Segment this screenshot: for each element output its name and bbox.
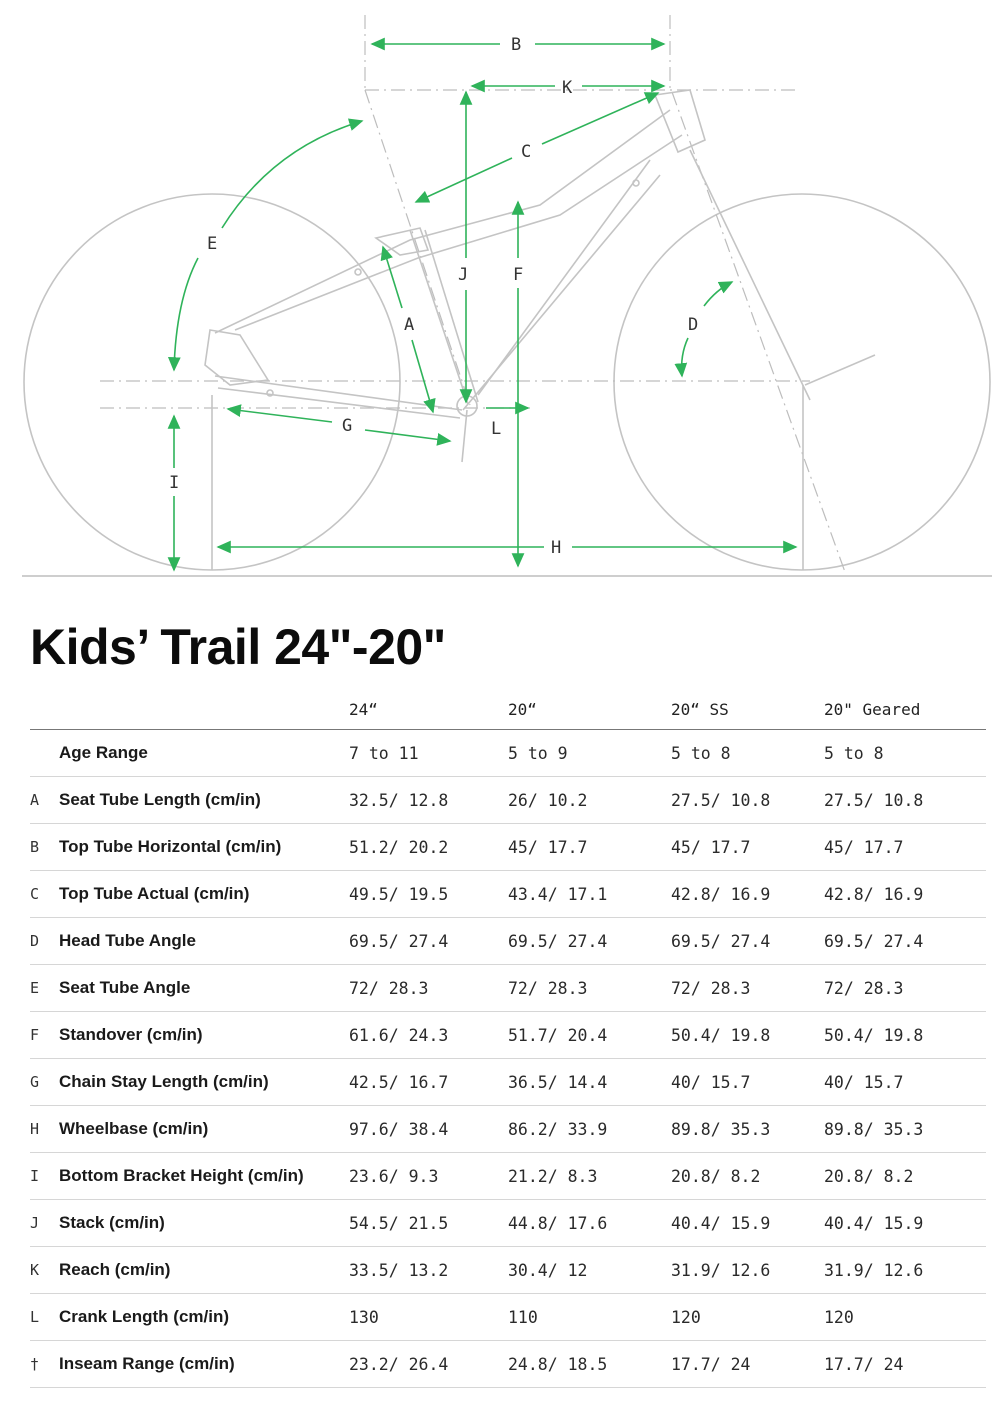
value-20: 5 to 9 bbox=[508, 730, 671, 777]
row-label: Seat Tube Length (cm/in) bbox=[59, 777, 349, 824]
value-20-ss: 45/ 17.7 bbox=[671, 824, 824, 871]
value-20-geared: 69.5/ 27.4 bbox=[824, 918, 986, 965]
value-20-ss: 20.8/ 8.2 bbox=[671, 1153, 824, 1200]
row-label: Wheelbase (cm/in) bbox=[59, 1106, 349, 1153]
value-24: 33.5/ 13.2 bbox=[349, 1247, 508, 1294]
header-size-24: 24“ bbox=[349, 690, 508, 730]
value-20-geared: 50.4/ 19.8 bbox=[824, 1012, 986, 1059]
dim-label-d: D bbox=[688, 315, 699, 335]
row-letter: † bbox=[30, 1341, 59, 1388]
header-size-20-ss: 20“ SS bbox=[671, 690, 824, 730]
value-24: 97.6/ 38.4 bbox=[349, 1106, 508, 1153]
row-letter: C bbox=[30, 871, 59, 918]
value-20: 43.4/ 17.1 bbox=[508, 871, 671, 918]
value-20: 36.5/ 14.4 bbox=[508, 1059, 671, 1106]
value-20-geared: 17.7/ 24 bbox=[824, 1341, 986, 1388]
value-20-geared: 72/ 28.3 bbox=[824, 965, 986, 1012]
row-label: Top Tube Horizontal (cm/in) bbox=[59, 824, 349, 871]
value-24: 42.5/ 16.7 bbox=[349, 1059, 508, 1106]
row-letter: B bbox=[30, 824, 59, 871]
dim-label-b: B bbox=[511, 35, 522, 55]
value-24: 23.6/ 9.3 bbox=[349, 1153, 508, 1200]
value-20-geared: 5 to 8 bbox=[824, 730, 986, 777]
value-20-ss: 69.5/ 27.4 bbox=[671, 918, 824, 965]
table-row bbox=[30, 1059, 986, 1106]
bike-geometry-diagram bbox=[0, 0, 1000, 590]
value-20: 45/ 17.7 bbox=[508, 824, 671, 871]
row-letter: J bbox=[30, 1200, 59, 1247]
value-20-ss: 40.4/ 15.9 bbox=[671, 1200, 824, 1247]
row-label: Crank Length (cm/in) bbox=[59, 1294, 349, 1341]
table-row bbox=[30, 1200, 986, 1247]
value-20: 30.4/ 12 bbox=[508, 1247, 671, 1294]
value-20-geared: 27.5/ 10.8 bbox=[824, 777, 986, 824]
geometry-table bbox=[30, 690, 986, 1388]
value-24: 69.5/ 27.4 bbox=[349, 918, 508, 965]
table-row bbox=[30, 824, 986, 871]
value-20-geared: 40.4/ 15.9 bbox=[824, 1200, 986, 1247]
value-24: 49.5/ 19.5 bbox=[349, 871, 508, 918]
dim-label-f: F bbox=[513, 265, 524, 285]
row-label: Top Tube Actual (cm/in) bbox=[59, 871, 349, 918]
value-20: 86.2/ 33.9 bbox=[508, 1106, 671, 1153]
dim-label-c: C bbox=[521, 142, 532, 162]
row-label: Chain Stay Length (cm/in) bbox=[59, 1059, 349, 1106]
value-20-geared: 31.9/ 12.6 bbox=[824, 1247, 986, 1294]
dim-label-a: A bbox=[404, 315, 415, 335]
row-letter: F bbox=[30, 1012, 59, 1059]
dim-label-e: E bbox=[207, 234, 218, 254]
value-20: 26/ 10.2 bbox=[508, 777, 671, 824]
value-20-ss: 5 to 8 bbox=[671, 730, 824, 777]
row-letter: H bbox=[30, 1106, 59, 1153]
table-row bbox=[30, 1106, 986, 1153]
value-20-ss: 40/ 15.7 bbox=[671, 1059, 824, 1106]
table-row bbox=[30, 1294, 986, 1341]
value-20-geared: 40/ 15.7 bbox=[824, 1059, 986, 1106]
value-20-ss: 50.4/ 19.8 bbox=[671, 1012, 824, 1059]
value-20-geared: 20.8/ 8.2 bbox=[824, 1153, 986, 1200]
row-letter: D bbox=[30, 918, 59, 965]
row-letter: L bbox=[30, 1294, 59, 1341]
row-letter: E bbox=[30, 965, 59, 1012]
value-20: 24.8/ 18.5 bbox=[508, 1341, 671, 1388]
row-label: Stack (cm/in) bbox=[59, 1200, 349, 1247]
value-20: 51.7/ 20.4 bbox=[508, 1012, 671, 1059]
table-row bbox=[30, 1247, 986, 1294]
dim-label-i: I bbox=[169, 473, 180, 493]
value-20: 110 bbox=[508, 1294, 671, 1341]
value-20-ss: 42.8/ 16.9 bbox=[671, 871, 824, 918]
value-24: 61.6/ 24.3 bbox=[349, 1012, 508, 1059]
value-20: 21.2/ 8.3 bbox=[508, 1153, 671, 1200]
value-20-geared: 120 bbox=[824, 1294, 986, 1341]
value-20-ss: 120 bbox=[671, 1294, 824, 1341]
table-row bbox=[30, 1012, 986, 1059]
bike-frame bbox=[205, 90, 875, 570]
row-letter: K bbox=[30, 1247, 59, 1294]
row-letter: I bbox=[30, 1153, 59, 1200]
table-header-row bbox=[30, 690, 986, 730]
dim-label-l: L bbox=[491, 419, 502, 439]
value-20: 72/ 28.3 bbox=[508, 965, 671, 1012]
value-20-geared: 45/ 17.7 bbox=[824, 824, 986, 871]
row-label: Standover (cm/in) bbox=[59, 1012, 349, 1059]
dim-label-k: K bbox=[562, 78, 573, 98]
dim-label-g: G bbox=[342, 416, 353, 436]
row-label: Bottom Bracket Height (cm/in) bbox=[59, 1153, 349, 1200]
row-label: Reach (cm/in) bbox=[59, 1247, 349, 1294]
row-letter bbox=[30, 730, 59, 777]
value-20: 44.8/ 17.6 bbox=[508, 1200, 671, 1247]
row-letter: A bbox=[30, 777, 59, 824]
table-row bbox=[30, 777, 986, 824]
header-label-col bbox=[59, 690, 349, 730]
row-label: Seat Tube Angle bbox=[59, 965, 349, 1012]
value-20-ss: 89.8/ 35.3 bbox=[671, 1106, 824, 1153]
value-24: 54.5/ 21.5 bbox=[349, 1200, 508, 1247]
value-24: 51.2/ 20.2 bbox=[349, 824, 508, 871]
row-label: Inseam Range (cm/in) bbox=[59, 1341, 349, 1388]
value-20-geared: 89.8/ 35.3 bbox=[824, 1106, 986, 1153]
value-20-geared: 42.8/ 16.9 bbox=[824, 871, 986, 918]
table-row bbox=[30, 965, 986, 1012]
table-row bbox=[30, 730, 986, 777]
table-row bbox=[30, 918, 986, 965]
value-20-ss: 17.7/ 24 bbox=[671, 1341, 824, 1388]
header-size-20-geared: 20" Geared bbox=[824, 690, 986, 730]
value-20: 69.5/ 27.4 bbox=[508, 918, 671, 965]
value-20-ss: 27.5/ 10.8 bbox=[671, 777, 824, 824]
row-label: Age Range bbox=[59, 730, 349, 777]
value-24: 32.5/ 12.8 bbox=[349, 777, 508, 824]
dim-label-j: J bbox=[458, 265, 469, 285]
dim-label-h: H bbox=[551, 538, 562, 558]
dimension-arrows bbox=[174, 44, 796, 570]
header-size-20: 20“ bbox=[508, 690, 671, 730]
value-24: 7 to 11 bbox=[349, 730, 508, 777]
table-row bbox=[30, 871, 986, 918]
table-row bbox=[30, 1153, 986, 1200]
value-24: 23.2/ 26.4 bbox=[349, 1341, 508, 1388]
value-24: 130 bbox=[349, 1294, 508, 1341]
row-letter: G bbox=[30, 1059, 59, 1106]
value-20-ss: 31.9/ 12.6 bbox=[671, 1247, 824, 1294]
value-20-ss: 72/ 28.3 bbox=[671, 965, 824, 1012]
page-title: Kids’ Trail 24"-20" bbox=[30, 619, 446, 675]
table-row bbox=[30, 1341, 986, 1388]
row-label: Head Tube Angle bbox=[59, 918, 349, 965]
value-24: 72/ 28.3 bbox=[349, 965, 508, 1012]
header-letter-col bbox=[30, 690, 59, 730]
